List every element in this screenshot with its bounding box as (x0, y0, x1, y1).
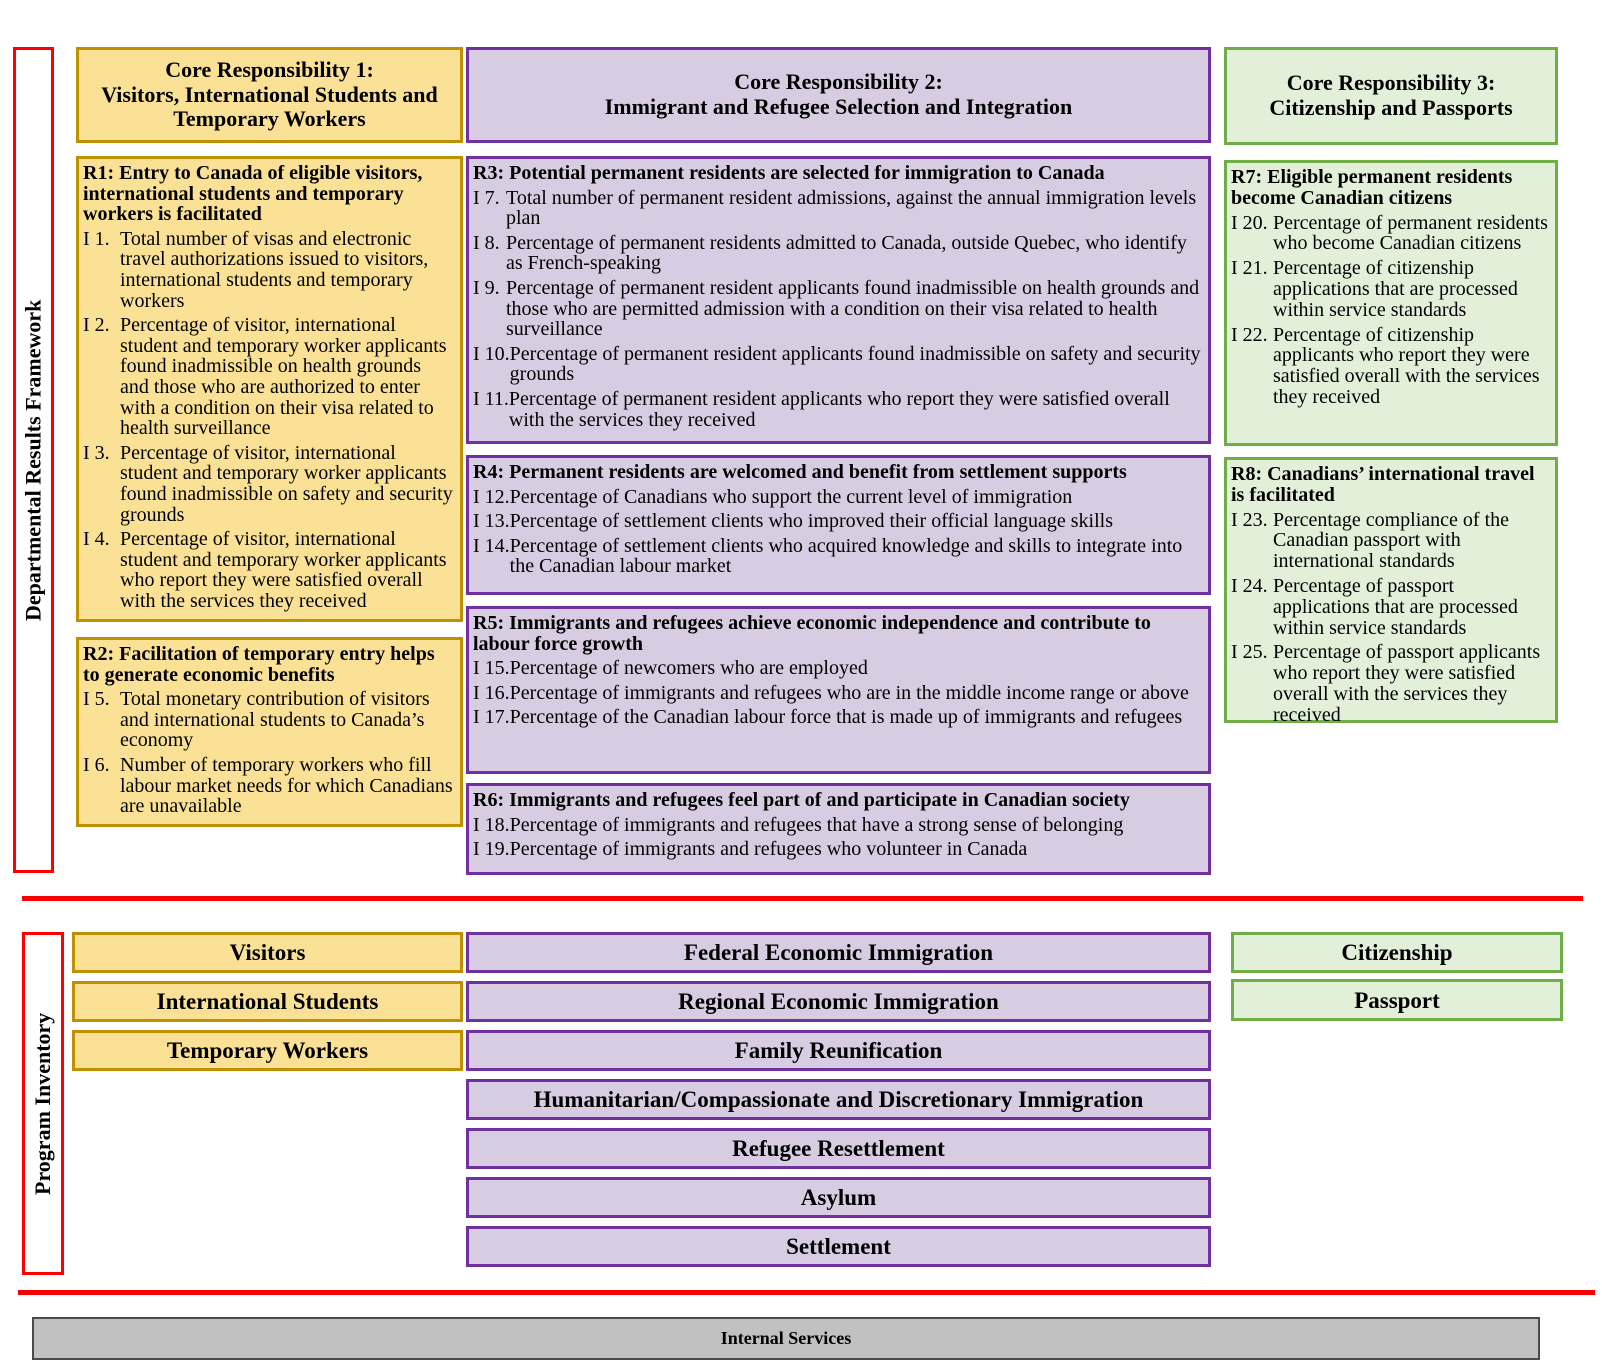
indicator-i25-number: I 25. (1231, 641, 1268, 664)
divider-line-bottom (18, 1290, 1595, 1295)
cr3-header: Core Responsibility 3: Citizenship and Passports (1224, 47, 1558, 145)
indicator-i1-text: Total number of visas and electronic travel authorizations issued to visitors, international students and temporary workers (120, 227, 429, 312)
indicator-i12 (473, 487, 1202, 508)
program-inventory-section-label: Program Inventory (22, 932, 64, 1275)
result-title-r1: R1: Entry to Canada of eligible visitors, international students and temporary workers is facilitated (83, 162, 423, 226)
indicator-i18 (473, 815, 1202, 836)
indicator-i16-text: Percentage of immigrants and refugees who are in the middle income range or above (509, 681, 1189, 704)
indicator-i4-text: Percentage of visitor, international student and temporary worker applicants who report they were satisfied overall with the services they received (120, 528, 447, 612)
result-title-r7: R7: Eligible permanent residents become Canadian citizens (1231, 166, 1513, 209)
indicator-i22-number: I 22. (1231, 323, 1268, 346)
indicator-i23 (1231, 510, 1549, 572)
result-title-r3: R3: Potential permanent residents are selected for immigration to Canada (473, 162, 1105, 184)
indicator-i22 (1231, 325, 1549, 408)
program-passport: Passport (1231, 979, 1563, 1021)
result-box-r7 (1224, 160, 1558, 446)
program-international-students: International Students (72, 981, 463, 1022)
indicator-i9-number: I 9. (473, 276, 500, 299)
indicator-i21-number: I 21. (1231, 257, 1268, 280)
indicator-i20 (1231, 213, 1549, 255)
indicator-i4 (83, 529, 454, 611)
indicator-i3 (83, 443, 454, 525)
indicator-i3-text: Percentage of visitor, international student and temporary worker applicants found inadmissible on safety and security grounds (120, 441, 453, 526)
indicator-i20-number: I 20. (1231, 211, 1268, 234)
indicator-i7-number: I 7. (473, 186, 500, 209)
internal-services-bar: Internal Services (32, 1317, 1540, 1360)
indicator-i19 (473, 839, 1202, 860)
result-title-r8: R8: Canadians’ international travel is facilitated (1231, 463, 1535, 506)
indicator-i16 (473, 683, 1202, 704)
indicator-i8-number: I 8. (473, 231, 500, 254)
indicator-i17 (473, 707, 1202, 728)
program-temporary-workers: Temporary Workers (72, 1030, 463, 1071)
result-title-r6: R6: Immigrants and refugees feel part of and participate in Canadian society (473, 789, 1130, 811)
indicator-i11-text: Percentage of permanent resident applicants who report they were satisfied overall with the services they received (508, 387, 1170, 431)
indicator-i22-text: Percentage of citizenship applicants who report they were satisfied overall with the services they received (1273, 323, 1540, 408)
indicator-i25-text: Percentage of passport applicants who report they were satisfied overall with the services they received (1273, 641, 1541, 726)
program-settlement: Settlement (466, 1226, 1211, 1267)
result-box-r8 (1224, 457, 1558, 726)
result-box-r2 (76, 637, 463, 827)
indicator-i1-number: I 1. (83, 227, 110, 250)
program-visitors: Visitors (72, 932, 463, 973)
indicator-i5-text: Total monetary contribution of visitors and international students to Canada’s economy (120, 688, 430, 752)
program-humanitarian-compassionate-discretionary-immigration: Humanitarian/Compassionate and Discretionary Immigration (466, 1079, 1211, 1120)
result-title-r2: R2: Facilitation of temporary entry helps to generate economic benefits (83, 643, 435, 686)
indicator-i6-text: Number of temporary workers who fill labour market needs for which Canadians are unavailable (120, 753, 453, 818)
indicator-i19-number: I 19. (473, 838, 510, 861)
indicator-i17-number: I 17. (473, 706, 510, 729)
drf-section-label: Departmental Results Framework (13, 47, 54, 873)
divider-line-top (22, 896, 1583, 901)
result-box-r5 (466, 606, 1211, 774)
program-family-reunification: Family Reunification (466, 1030, 1211, 1071)
indicator-i4-number: I 4. (83, 528, 110, 551)
indicator-i21-text: Percentage of citizenship applications that are processed within service standards (1273, 257, 1518, 321)
indicator-i2-text: Percentage of visitor, international student and temporary worker applicants found inadmissible on health grounds and those who are authorized to enter with a condition on their visa related to health surveillance (120, 314, 447, 440)
indicator-i13 (473, 511, 1202, 532)
result-box-r6 (466, 783, 1211, 875)
program-asylum: Asylum (466, 1177, 1211, 1218)
indicator-i10-number: I 10. (473, 342, 510, 365)
indicator-i21 (1231, 258, 1549, 320)
program-federal-economic-immigration: Federal Economic Immigration (466, 932, 1211, 973)
result-box-r3 (466, 156, 1211, 444)
result-title-r5: R5: Immigrants and refugees achieve economic independence and contribute to labour force growth (473, 612, 1151, 655)
result-title-r4: R4: Permanent residents are welcomed and benefit from settlement supports (473, 461, 1127, 483)
indicator-i7 (473, 188, 1202, 229)
indicator-i18-number: I 18. (473, 813, 510, 836)
indicator-i24 (1231, 576, 1549, 638)
indicator-i11 (473, 389, 1202, 430)
indicator-i9 (473, 278, 1202, 340)
indicator-i17-text: Percentage of the Canadian labour force that is made up of immigrants and refugees (509, 706, 1183, 729)
indicator-i8 (473, 233, 1202, 274)
cr2-header: Core Responsibility 2: Immigrant and Refugee Selection and Integration (466, 47, 1211, 143)
indicator-i15-text: Percentage of newcomers who are employed (509, 657, 868, 680)
indicator-i7-text: Total number of permanent resident admissions, against the annual immigration levels plan (506, 186, 1197, 230)
program-regional-economic-immigration: Regional Economic Immigration (466, 981, 1211, 1022)
indicator-i6 (83, 755, 454, 817)
indicator-i2-number: I 2. (83, 314, 110, 337)
result-box-r4 (466, 455, 1211, 595)
indicator-i23-text: Percentage compliance of the Canadian passport with international standards (1273, 508, 1509, 573)
indicator-i14 (473, 536, 1202, 577)
indicator-i12-number: I 12. (473, 485, 510, 508)
indicator-i13-number: I 13. (473, 510, 510, 533)
indicator-i11-number: I 11. (473, 387, 509, 410)
program-refugee-resettlement: Refugee Resettlement (466, 1128, 1211, 1169)
indicator-i25 (1231, 642, 1549, 725)
indicator-i24-number: I 24. (1231, 574, 1268, 597)
indicator-i15 (473, 658, 1202, 679)
indicator-i10-text: Percentage of permanent resident applicants found inadmissible on safety and security grounds (509, 342, 1201, 386)
indicator-i1 (83, 229, 454, 311)
indicator-i13-text: Percentage of settlement clients who improved their official language skills (509, 510, 1114, 533)
indicator-i20-text: Percentage of permanent residents who become Canadian citizens (1273, 211, 1548, 255)
indicator-i18-text: Percentage of immigrants and refugees that have a strong sense of belonging (509, 813, 1124, 836)
indicator-i15-number: I 15. (473, 657, 510, 680)
indicator-i24-text: Percentage of passport applications that are processed within service standards (1273, 574, 1518, 639)
indicator-i19-text: Percentage of immigrants and refugees who volunteer in Canada (509, 838, 1028, 861)
indicator-i2 (83, 315, 454, 439)
cr1-header: Core Responsibility 1: Visitors, International Students and Temporary Workers (76, 47, 463, 143)
indicator-i14-text: Percentage of settlement clients who acquired knowledge and skills to integrate into the Canadian labour market (509, 534, 1183, 578)
indicator-i5 (83, 689, 454, 751)
indicator-i16-number: I 16. (473, 681, 510, 704)
result-box-r1 (76, 156, 463, 622)
indicator-i12-text: Percentage of Canadians who support the current level of immigration (509, 485, 1073, 508)
indicator-i9-text: Percentage of permanent resident applicants found inadmissible on health grounds and those who are permitted admission with a condition on their visa related to health surveillance (506, 276, 1200, 341)
indicator-i23-number: I 23. (1231, 508, 1268, 531)
indicator-i8-text: Percentage of permanent residents admitted to Canada, outside Quebec, who identify as French-speaking (506, 231, 1187, 275)
indicator-i10 (473, 344, 1202, 385)
indicator-i5-number: I 5. (83, 688, 110, 711)
indicator-i14-number: I 14. (473, 534, 510, 557)
indicator-i6-number: I 6. (83, 753, 110, 776)
indicator-i3-number: I 3. (83, 441, 110, 464)
program-citizenship: Citizenship (1231, 932, 1563, 973)
